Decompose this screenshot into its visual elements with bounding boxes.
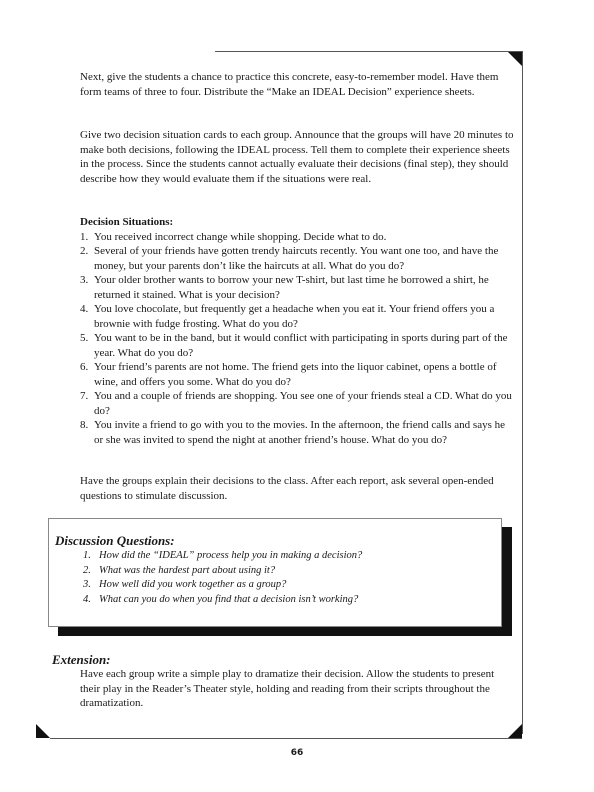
item-number: 5. — [80, 332, 89, 344]
item-text: What can you do when you find that a decision isn’t working? — [99, 593, 359, 605]
list-item — [83, 549, 362, 564]
discussion-questions-list — [83, 549, 362, 607]
item-number: 3. — [80, 274, 89, 286]
extension-heading: Extension: — [52, 652, 111, 667]
report-paragraph: Have the groups explain their decisions to the class. After each report, ask several open-ended questions to stimulate discussion. — [80, 475, 494, 502]
corner-triangle-bottom-right — [508, 724, 522, 738]
list-item — [80, 331, 516, 360]
decision-situations-section — [80, 215, 516, 447]
list-item — [83, 564, 362, 579]
corner-triangle-bottom-left — [36, 724, 50, 738]
list-item — [80, 418, 516, 447]
item-number: 8. — [80, 419, 89, 431]
list-item — [83, 578, 362, 593]
intro-paragraph: Next, give the students a chance to practice this concrete, easy-to-remember model. Have them form teams of three to four. Distribute the “Make an IDEAL Decision” experience sheets. — [80, 71, 499, 98]
item-text: You invite a friend to go with you to the movies. In the afternoon, the friend calls and says he or she was invited to spend the night at another friend’s house. What do you do? — [94, 419, 505, 446]
item-text: You love chocolate, but frequently get a headache when you eat it. Your friend offers you a brownie with fudge frosting. What do you do? — [94, 303, 495, 330]
list-item — [83, 593, 362, 608]
item-text: Your friend’s parents are not home. The friend gets into the liquor cabinet, opens a bottle of wine, and offers you some. What do you do? — [94, 361, 497, 388]
item-number: 4. — [83, 593, 91, 605]
page-frame-right-rule — [522, 51, 523, 734]
list-item — [80, 302, 516, 331]
list-item — [80, 360, 516, 389]
item-number: 1. — [83, 550, 91, 561]
instructions-paragraph: Give two decision situation cards to each group. Announce that the groups will have 20 minutes to make both decisions, following the IDEAL process. Tell them to complete their experience sheets in the process. Since the students cannot actually evaluate their decisions (final step), they should describe how they would evaluate them if the situations were real. — [80, 129, 514, 185]
item-number: 2. — [80, 245, 89, 257]
item-number: 4. — [80, 303, 89, 315]
list-item — [80, 273, 516, 302]
list-item — [80, 244, 516, 273]
item-number: 1. — [80, 230, 89, 243]
item-text: How well did you work together as a group? — [99, 579, 287, 590]
item-number: 7. — [80, 390, 89, 402]
page-number: 66 — [290, 748, 304, 758]
page-frame-top-rule — [215, 51, 523, 52]
decision-situations-heading: Decision Situations: — [80, 216, 174, 228]
extension-paragraph: Have each group write a simple play to dramatize their decision. Allow the students to present their play in the Reader’s Theater style, holding and reading from their scripts throughout the dramatization. — [80, 668, 495, 709]
list-item — [80, 230, 516, 245]
item-text: You want to be in the band, but it would conflict with participating in sports during part of the year. What do you do? — [94, 332, 508, 359]
item-text: What was the hardest part about using it? — [99, 564, 276, 576]
list-item — [80, 389, 516, 418]
item-text: How did the “IDEAL” process help you in making a decision? — [99, 550, 363, 561]
discussion-questions-box — [48, 518, 502, 627]
item-text: Several of your friends have gotten trendy haircuts recently. You want one too, and have the money, but your parents don’t like the haircuts at all. What do you do? — [94, 245, 499, 272]
item-number: 2. — [83, 564, 91, 576]
item-text: You received incorrect change while shopping. Decide what to do. — [94, 230, 387, 243]
discussion-questions-heading: Discussion Questions: — [55, 533, 175, 548]
decision-situations-list — [80, 230, 516, 448]
item-text: Your older brother wants to borrow your new T-shirt, but last time he borrowed a shirt, he returned it stained. What is your decision? — [94, 274, 489, 301]
item-text: You and a couple of friends are shopping. You see one of your friends steal a CD. What do you do? — [94, 390, 512, 417]
corner-triangle-top-right — [508, 52, 522, 66]
page-frame-bottom-rule — [50, 738, 522, 739]
item-number: 3. — [83, 579, 91, 590]
item-number: 6. — [80, 361, 89, 373]
